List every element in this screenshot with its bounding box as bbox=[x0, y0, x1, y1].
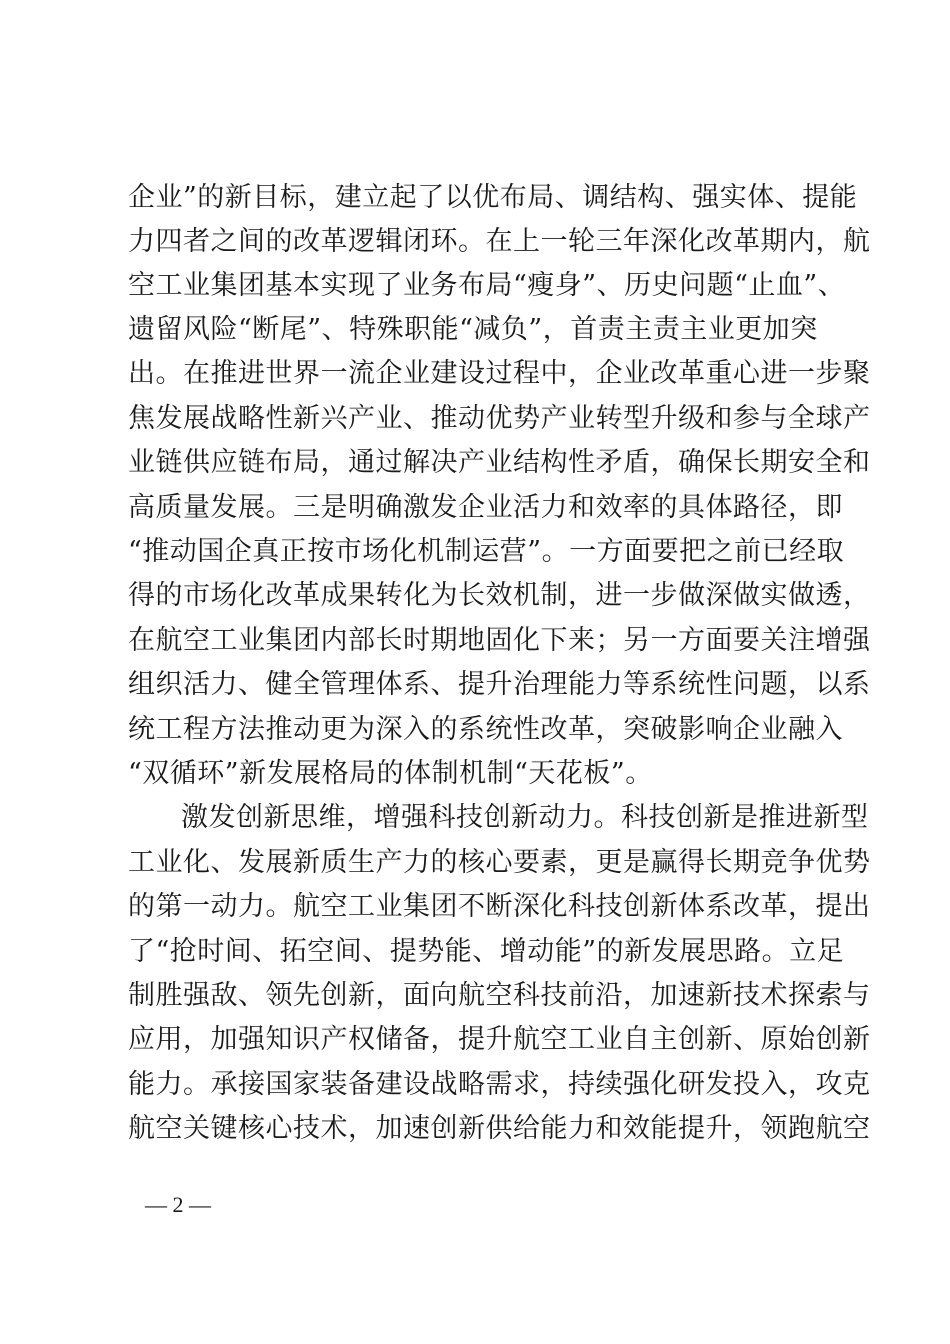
page-number: — 2 — bbox=[145, 1192, 211, 1217]
text-line: 了“抢时间、拓空间、提势能、增动能”的新发展思路。立足 bbox=[128, 936, 845, 967]
text-line: 能力。承接国家装备建设战略需求，持续强化研发投入，攻克 bbox=[128, 1069, 871, 1100]
text-line: 高质量发展。三是明确激发企业活力和效率的具体路径，即 bbox=[128, 492, 843, 523]
text-line: “双循环”新发展格局的体制机制“天花板”。 bbox=[128, 758, 653, 789]
text-line: 焦发展战略性新兴产业、推动优势产业转型升级和参与全球产 bbox=[128, 403, 871, 434]
text-line: 制胜强敌、领先创新，面向航空科技前沿，加速新技术探索与 bbox=[128, 980, 871, 1011]
text-line: 在航空工业集团内部长时期地固化下来；另一方面要关注增强 bbox=[128, 625, 871, 656]
text-line: 遗留风险“断尾”、特殊职能“减负”，首责主责主业更加突 bbox=[128, 314, 818, 345]
paragraph-first-line: 激发创新思维，增强科技创新动力。科技创新是推进新型 bbox=[181, 802, 869, 833]
text-line: 应用，加强知识产权储备，提升航空工业自主创新、原始创新 bbox=[128, 1024, 871, 1055]
text-line: 统工程方法推动更为深入的系统性改革，突破影响企业融入 bbox=[128, 714, 843, 745]
text-line: 出。在推进世界一流企业建设过程中，企业改革重心进一步聚 bbox=[128, 358, 871, 389]
text-line: 企业”的新目标，建立起了以优布局、调结构、强实体、提能 bbox=[128, 182, 858, 213]
text-line: 力四者之间的改革逻辑闭环。在上一轮三年深化改革期内，航 bbox=[128, 226, 871, 257]
text-line: 业链供应链布局，通过解决产业结构性矛盾，确保长期安全和 bbox=[128, 447, 871, 478]
text-line: “推动国企真正按市场化机制运营”。一方面要把之前已经取 bbox=[128, 536, 845, 567]
text-line: 的第一动力。航空工业集团不断深化科技创新体系改革，提出 bbox=[128, 891, 871, 922]
text-line: 组织活力、健全管理体系、提升治理能力等系统性问题，以系 bbox=[128, 669, 871, 700]
text-line: 得的市场化改革成果转化为长效机制，进一步做深做实做透， bbox=[128, 580, 871, 611]
text-line: 工业化、发展新质生产力的核心要素，更是赢得长期竞争优势 bbox=[128, 847, 871, 878]
text-line: 航空关键核心技术，加速创新供给能力和效能提升，领跑航空 bbox=[128, 1113, 871, 1144]
text-line: 空工业集团基本实现了业务布局“瘦身”、历史问题“止血”、 bbox=[128, 270, 846, 301]
